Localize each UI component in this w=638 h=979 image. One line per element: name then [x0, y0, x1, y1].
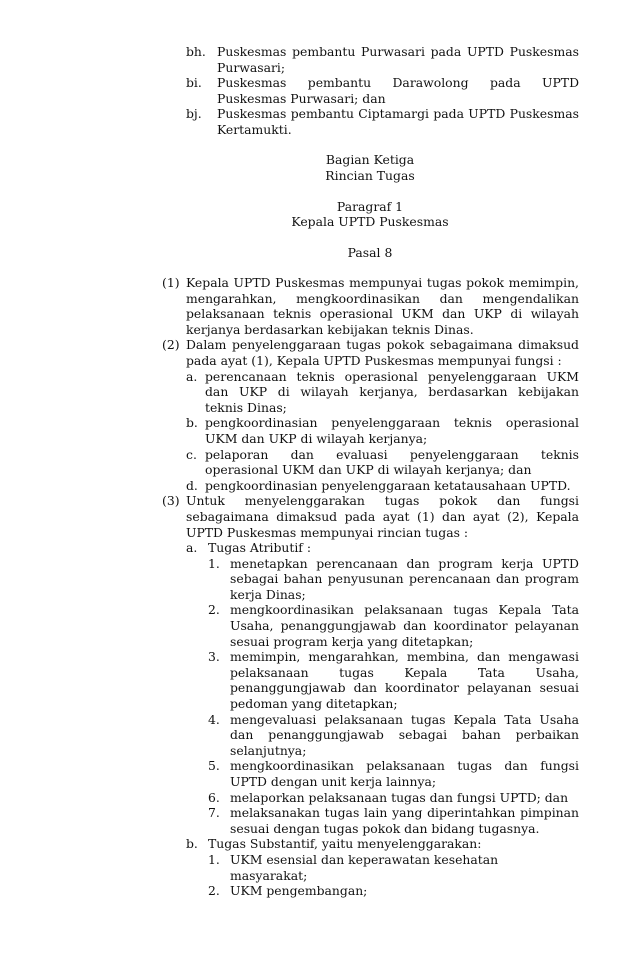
task-item-label: 4.: [208, 711, 220, 727]
clause-1: [162, 275, 579, 337]
list-item-text: Puskesmas pembantu Darawolong pada UPTD Puskesmas Purwasari; dan: [217, 75, 579, 106]
task-group-title: Tugas Substantif, yaitu menyelenggarakan:: [208, 836, 482, 852]
list-item: [186, 106, 579, 137]
function-item-label: d.: [186, 477, 198, 493]
article-body: [162, 275, 579, 899]
list-item-label: bh.: [186, 44, 206, 59]
clause-text: Dalam penyelenggaraan tugas pokok sebagaimana dimaksud pada ayat (1), Kepala UPTD Puskesmas mempunyai fungsi :: [186, 337, 579, 368]
section-title: Rincian Tugas: [325, 168, 415, 183]
clause-text: Kepala UPTD Puskesmas mempunyai tugas pokok memimpin, mengarahkan, mengkoordinasikan dan mengendalikan pelaksanaan teknis operasional UKM dan UKP di wilayah kerjanya berdasarkan kebijakan teknis Dinas.: [186, 275, 579, 337]
task-item: [208, 852, 579, 883]
paragraph-heading: Paragraf 1: [336, 199, 404, 214]
task-item: [208, 556, 579, 603]
article-heading: Pasal 8: [347, 245, 393, 260]
list-item-label: bj.: [186, 106, 202, 122]
function-item-text: perencanaan teknis operasional penyelenggaraan UKM dan UKP di wilayah kerjanya, berdasarkan kebijakan teknis Dinas;: [205, 368, 579, 415]
task-group-label: a.: [186, 540, 198, 556]
task-item-text: mengkoordinasikan pelaksanaan tugas dan fungsi UPTD dengan unit kerja lainnya;: [230, 758, 579, 789]
paragraph-title: Kepala UPTD Puskesmas: [291, 214, 449, 229]
task-item-label: 2.: [208, 883, 220, 899]
clause-label: (1): [162, 275, 180, 290]
function-item: [186, 478, 579, 494]
function-item-text: pelaporan dan evaluasi penyelenggaraan teknis operasional UKM dan UKP di wilayah kerjanya; dan: [205, 446, 579, 478]
task-group-a: [186, 540, 579, 836]
function-item: [186, 447, 579, 478]
task-item-text: UKM esensial dan keperawatan kesehatan masyarakat;: [230, 851, 499, 883]
task-item: [208, 883, 579, 899]
function-item-label: a.: [186, 368, 198, 384]
list-item-text: Puskesmas pembantu Purwasari pada UPTD Puskesmas Purwasari;: [217, 44, 579, 75]
task-item: [208, 649, 579, 711]
clause-label: (3): [162, 493, 180, 509]
task-item-label: 3.: [208, 649, 220, 665]
list-item: [186, 75, 579, 106]
task-item-text: mengkoordinasikan pelaksanaan tugas Kepala Tata Usaha, penanggungjawab dan koordinator pelayanan sesuai program kerja yang ditetapkan;: [230, 602, 579, 649]
task-item-label: 1.: [208, 851, 220, 867]
function-item-label: c.: [186, 446, 197, 462]
task-item-text: melaksanakan tugas lain yang diperintahkan pimpinan sesuai dengan tugas pokok dan bidang tugasnya.: [230, 805, 579, 836]
task-group-b: [186, 836, 579, 898]
clause-text: Untuk menyelenggarakan tugas pokok dan fungsi sebagaimana dimaksud pada ayat (1) dan ayat (2), Kepala UPTD Puskesmas mempunyai rincian tugas :: [186, 493, 579, 540]
task-item-text: menetapkan perencanaan dan program kerja UPTD sebagai bahan penyusunan perencanaan dan program kerja Dinas;: [230, 555, 579, 602]
function-item: [186, 415, 579, 446]
clause-3: [162, 493, 579, 898]
clause-2: [162, 337, 579, 493]
function-item-text: pengkoordinasian penyelenggaraan teknis operasional UKM dan UKP di wilayah kerjanya;: [205, 415, 579, 446]
task-group-label: b.: [186, 836, 198, 852]
task-item-label: 2.: [208, 602, 220, 618]
function-item-label: b.: [186, 415, 198, 431]
task-item-text: mengevaluasi pelaksanaan tugas Kepala Tata Usaha dan penanggungjawab sebagai bahan perbaikan selanjutnya;: [230, 711, 579, 758]
list-item-text: Puskesmas pembantu Ciptamargi pada UPTD Puskesmas Kertamukti.: [217, 106, 579, 137]
section-heading: Bagian Ketiga: [325, 152, 415, 167]
task-item: [208, 602, 579, 649]
task-item-label: 1.: [208, 555, 220, 571]
task-item-text: UKM pengembangan;: [230, 883, 368, 899]
task-item-label: 7.: [208, 805, 220, 821]
list-item-label: bi.: [186, 75, 202, 91]
function-item: [186, 369, 579, 416]
task-item: [208, 805, 579, 836]
clause-label: (2): [162, 337, 180, 353]
task-item-label: 5.: [208, 758, 220, 774]
task-item-text: melaporkan pelaksanaan tugas dan fungsi UPTD; dan: [230, 789, 569, 805]
task-group-title: Tugas Atributif :: [208, 540, 312, 556]
task-item: [208, 712, 579, 759]
task-item-label: 6.: [208, 789, 220, 805]
task-item: [208, 790, 579, 806]
task-item: [208, 758, 579, 789]
function-item-text: pengkoordinasian penyelenggaraan ketatausahaan UPTD.: [205, 477, 571, 493]
list-item: [186, 44, 579, 75]
continued-list: [186, 44, 579, 138]
task-item-text: memimpin, mengarahkan, membina, dan mengawasi pelaksanaan tugas Kepala Tata Usaha, penanggungjawab dan koordinator pelayanan sesuai pedoman yang ditetapkan;: [230, 649, 579, 712]
